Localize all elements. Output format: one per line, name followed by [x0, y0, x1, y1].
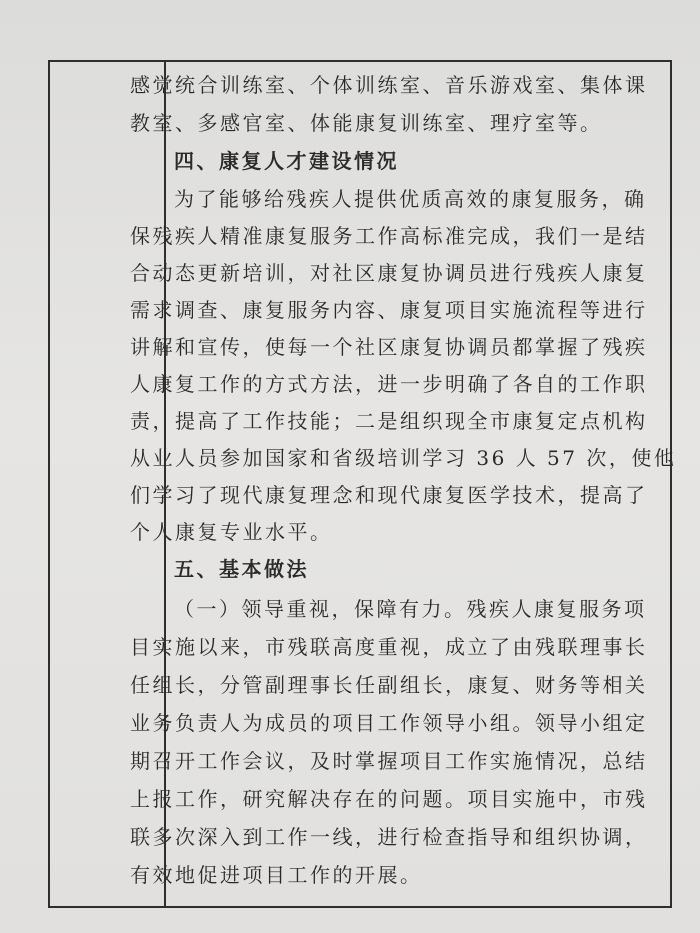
body-line: 合动态更新培训，对社区康复协调员进行残疾人康复: [130, 261, 648, 285]
body-line: 联多次深入到工作一线，进行检查指导和组织协调，: [130, 825, 648, 849]
body-line: 目实施以来，市残联高度重视，成立了由残联理事长: [130, 635, 648, 659]
body-line: 个人康复专业水平。: [130, 520, 333, 544]
section-heading-5: 五、基本做法: [174, 557, 309, 581]
body-line: 们学习了现代康复理念和现代康复医学技术，提高了: [130, 483, 648, 507]
body-line: 责，提高了工作技能；二是组织现全市康复定点机构: [130, 409, 648, 433]
section-heading-4: 四、康复人才建设情况: [174, 149, 399, 173]
body-line: 为了能够给残疾人提供优质高效的康复服务，确: [174, 187, 647, 211]
body-line: 任组长，分管副理事长任副组长，康复、财务等相关: [130, 673, 648, 697]
body-line: （一）领导重视，保障有力。残疾人康复服务项: [174, 597, 647, 621]
body-line: 教室、多感官室、体能康复训练室、理疗室等。: [130, 111, 603, 135]
body-line: 讲解和宣传，使每一个社区康复协调员都掌握了残疾: [130, 335, 648, 359]
body-line: 保残疾人精准康复服务工作高标准完成，我们一是结: [130, 224, 648, 248]
body-line: 有效地促进项目工作的开展。: [130, 863, 423, 887]
body-line: 感觉统合训练室、个体训练室、音乐游戏室、集体课: [130, 73, 648, 97]
body-line: 人康复工作的方式方法，进一步明确了各自的工作职: [130, 372, 648, 396]
body-line: 上报工作，研究解决存在的问题。项目实施中，市残: [130, 787, 648, 811]
body-line: 业务负责人为成员的项目工作领导小组。领导小组定: [130, 711, 648, 735]
body-line: 期召开工作会议，及时掌握项目工作实施情况，总结: [130, 749, 648, 773]
body-line: 从业人员参加国家和省级培训学习 36 人 57 次，使他: [130, 446, 677, 470]
body-line: 需求调查、康复服务内容、康复项目实施流程等进行: [130, 298, 648, 322]
